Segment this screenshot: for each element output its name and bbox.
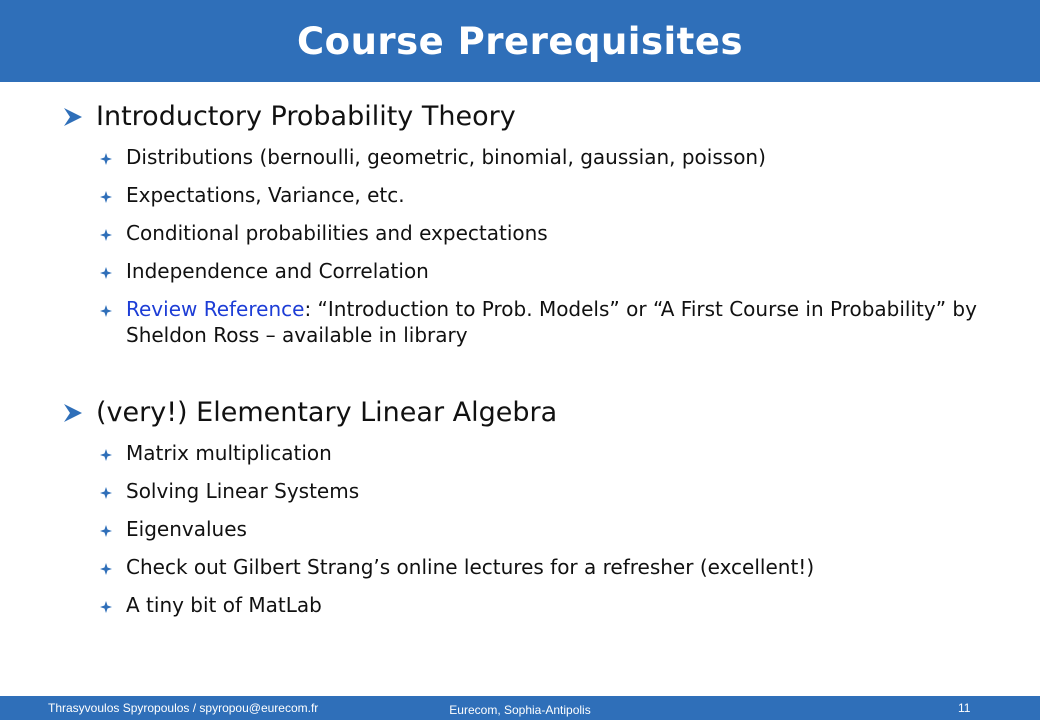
slide-content — [62, 96, 1012, 630]
review-reference-label: Review Reference — [126, 297, 305, 321]
diamond-bullet-icon — [100, 153, 112, 165]
list-item — [100, 440, 1012, 466]
diamond-bullet-icon — [100, 525, 112, 537]
list-item — [100, 182, 1012, 208]
list-item-text: A tiny bit of MatLab — [126, 593, 322, 617]
section-linear-algebra — [62, 392, 1012, 618]
arrow-right-icon — [62, 402, 84, 424]
review-reference-text: : “Introduction to Prob. Models” or “A First Course in Probability” by Sheldon Ross – available in library — [126, 297, 977, 347]
list-item-text: Conditional probabilities and expectations — [126, 221, 548, 245]
arrow-right-icon — [62, 106, 84, 128]
list-item-reference — [100, 296, 1012, 348]
list-item — [100, 258, 1012, 284]
diamond-bullet-icon — [100, 601, 112, 613]
list-item-text: Matrix multiplication — [126, 441, 332, 465]
list-item-text: Check out Gilbert Strang’s online lectures for a refresher (excellent!) — [126, 555, 815, 579]
list-item — [100, 220, 1012, 246]
footer-page-number: 11 — [958, 701, 971, 715]
bullet-list — [62, 440, 1012, 618]
footer-author: Thrasyvoulos Spyropoulos / spyropou@eurecom.fr — [48, 701, 319, 715]
diamond-bullet-icon — [100, 487, 112, 499]
section-probability — [62, 96, 1012, 348]
bullet-list — [62, 144, 1012, 348]
slide-title: Course Prerequisites — [297, 19, 743, 63]
diamond-bullet-icon — [100, 305, 112, 317]
list-item-text: Independence and Correlation — [126, 259, 429, 283]
list-item-text: Distributions (bernoulli, geometric, binomial, gaussian, poisson) — [126, 145, 766, 169]
list-item — [100, 144, 1012, 170]
list-item-text: Solving Linear Systems — [126, 479, 360, 503]
diamond-bullet-icon — [100, 449, 112, 461]
list-item — [100, 554, 1012, 580]
title-bar — [0, 0, 1040, 82]
list-item-text: Eigenvalues — [126, 517, 247, 541]
list-item — [100, 592, 1012, 618]
list-item — [100, 516, 1012, 542]
diamond-bullet-icon — [100, 563, 112, 575]
section-heading — [62, 392, 1012, 434]
list-item — [100, 478, 1012, 504]
diamond-bullet-icon — [100, 267, 112, 279]
diamond-bullet-icon — [100, 191, 112, 203]
section-heading — [62, 96, 1012, 138]
footer-institution: Eurecom, Sophia-Antipolis — [449, 703, 591, 717]
section-title: Introductory Probability Theory — [96, 101, 516, 132]
reference-text-wrapper — [126, 296, 1012, 348]
list-item-text: Expectations, Variance, etc. — [126, 183, 405, 207]
diamond-bullet-icon — [100, 229, 112, 241]
section-title: (very!) Elementary Linear Algebra — [96, 397, 558, 428]
